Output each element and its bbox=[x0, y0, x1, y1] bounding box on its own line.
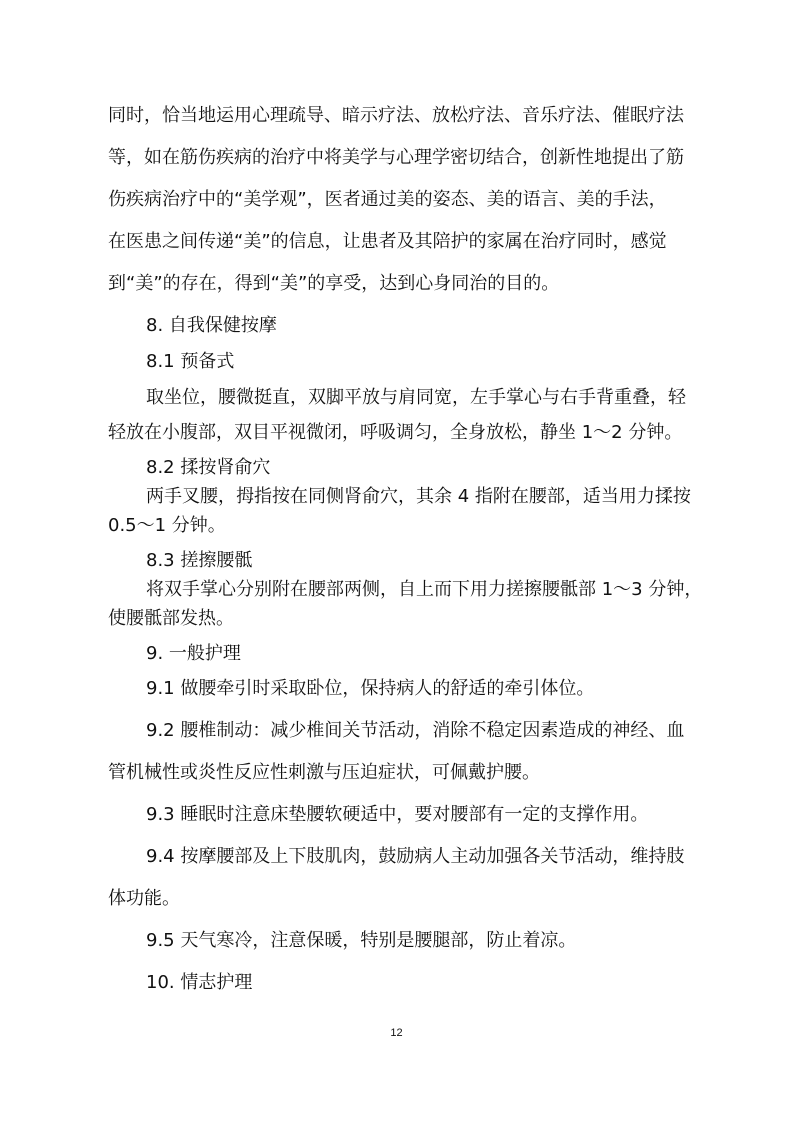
text-line: 0.5～1 分钟。 bbox=[108, 515, 226, 536]
text-line: 两手叉腰，拇指按在同侧肾俞穴，其余 4 指附在腰部，适当用力揉按 bbox=[146, 486, 691, 507]
text-line: 9.2 腰椎制动：减少椎间关节活动，消除不稳定因素造成的神经、血 bbox=[146, 720, 685, 741]
subsection-heading-8-2: 8.2 揉按肾俞穴 bbox=[146, 457, 271, 478]
text-line: 等，如在筋伤疾病的治疗中将美学与心理学密切结合，创新性地提出了筋 bbox=[108, 147, 684, 168]
text-line: 将双手掌心分别附在腰部两侧，自上而下用力搓擦腰骶部 1～3 分钟， bbox=[146, 579, 703, 600]
page-number: 12 bbox=[390, 1027, 403, 1039]
text-line: 体功能。 bbox=[108, 888, 180, 909]
section-heading-9: 9. 一般护理 bbox=[146, 643, 241, 664]
text-line: 在医患之间传递“美”的信息，让患者及其陪护的家属在治疗同时，感觉 bbox=[108, 231, 667, 252]
text-line: 伤疾病治疗中的“美学观”，医者通过美的姿态、美的语言、美的手法， bbox=[108, 189, 667, 210]
text-line: 管机械性或炎性反应性刺激与压迫症状，可佩戴护腰。 bbox=[108, 762, 540, 783]
section-heading-8: 8. 自我保健按摩 bbox=[146, 315, 277, 336]
text-line: 同时，恰当地运用心理疏导、暗示疗法、放松疗法、音乐疗法、催眠疗法 bbox=[108, 105, 684, 126]
section-heading-10: 10. 情志护理 bbox=[146, 972, 253, 993]
text-line: 使腰骶部发热。 bbox=[108, 608, 234, 629]
text-line: 取坐位，腰微挺直，双脚平放与肩同宽，左手掌心与右手背重叠，轻 bbox=[146, 387, 686, 408]
subsection-heading-8-3: 8.3 搓擦腰骶 bbox=[146, 550, 253, 571]
subsection-heading-8-1: 8.1 预备式 bbox=[146, 351, 235, 372]
text-line: 轻放在小腹部，双目平视微闭，呼吸调匀，全身放松，静坐 1～2 分钟。 bbox=[108, 422, 683, 443]
text-line: 9.4 按摩腰部及上下肢肌肉，鼓励病人主动加强各关节活动，维持肢 bbox=[146, 846, 685, 867]
text-line: 9.5 天气寒冷，注意保暖，特别是腰腿部，防止着凉。 bbox=[146, 930, 577, 951]
text-line: 9.3 睡眠时注意床垫腰软硬适中，要对腰部有一定的支撑作用。 bbox=[146, 804, 649, 825]
text-line: 到“美”的存在，得到“美”的享受，达到心身同治的目的。 bbox=[108, 273, 560, 294]
text-line: 9.1 做腰牵引时采取卧位，保持病人的舒适的牵引体位。 bbox=[146, 678, 595, 699]
